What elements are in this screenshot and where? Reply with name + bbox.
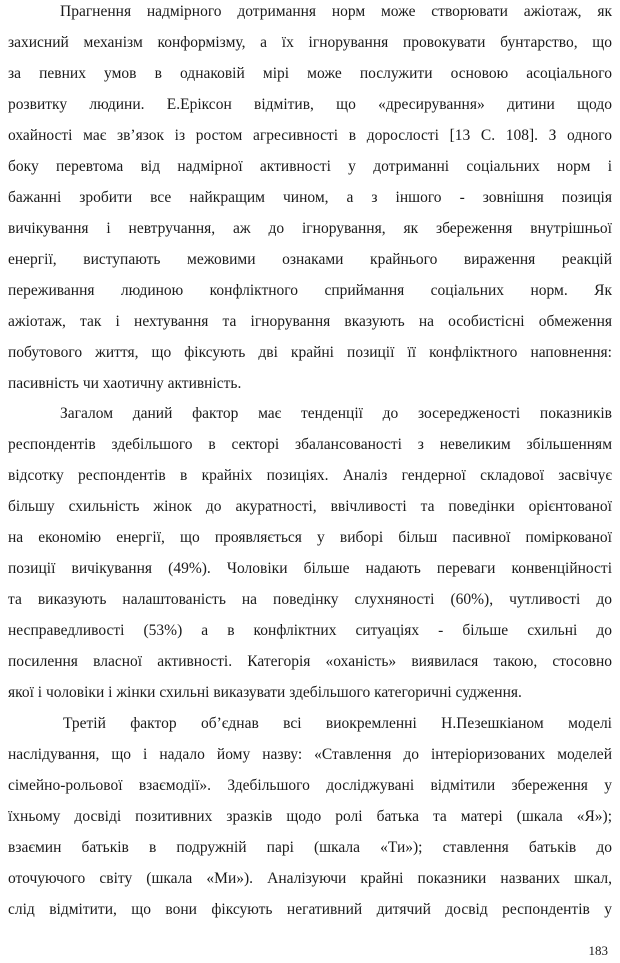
text-line: оточуючого світу (шкала «Ми»). Аналізуючи крайні показники названих шкал, <box>8 870 612 887</box>
text-line: наслідування, що і надало йому назву: «Ставлення до інтеріоризованих моделей <box>8 746 612 763</box>
text-line: позиції вичікування (49%). Чоловіки більше надають переваги конвенційності <box>8 560 612 577</box>
text-line: переживання людиною конфліктного сприймання соціальних норм. Як <box>8 282 612 299</box>
text-line: вичікування і невтручання, аж до ігнорування, як збереження внутрішньої <box>8 220 612 237</box>
text-line: ажіотаж, так і нехтування та ігнорування вказують на особистісні обмеження <box>8 313 612 330</box>
text-line: Третій фактор об’єднав всі виокремленні Н.Пезешкіаном моделі <box>63 715 612 732</box>
text-line: побутового життя, що фіксують дві крайні позиції її конфліктного наповнення: <box>8 344 612 361</box>
text-line: респондентів здебільшого в секторі збалансованості з невеликим збільшенням <box>8 436 612 453</box>
text-line: взаємин батьків в подружній парі (шкала «Ти»); ставлення батьків до <box>8 839 612 856</box>
paragraph-3 <box>8 708 612 925</box>
text-line: пасивність чи хаотичну активність. <box>8 375 242 392</box>
text-line: та виказують налаштованість на поведінку слухняності (60%), чутливості до <box>8 591 612 608</box>
paragraph-2 <box>8 398 612 708</box>
text-line: розвитку людини. Е.Еріксон відмітив, що «дресирування» дитини щодо <box>8 96 612 113</box>
text-line: якої і чоловіки і жінки схильні виказувати здебільшого категоричні судження. <box>8 684 522 701</box>
text-line: слід відмітити, що вони фіксують негативний дитячий досвід респондентів у <box>8 901 612 918</box>
text-line: більшу схильність жінок до акуратності, ввічливості та поведінки орієнтованої <box>8 498 612 515</box>
text-line: за певних умов в однаковій мірі може послужити основою асоціального <box>8 65 612 82</box>
text-line: енергії, виступають межовими ознаками крайнього вираження реакцій <box>8 251 612 268</box>
text-line: Прагнення надмірного дотримання норм може створювати ажіотаж, як <box>60 3 612 20</box>
page-number: 183 <box>588 943 608 958</box>
text-line: охайності має зв’язок із ростом агресивності в дорослості [13 С. 108]. З одного <box>8 127 612 144</box>
text-line: сімейно-рольової взаємодії». Здебільшого досліджувані відмітили збереження у <box>8 777 612 794</box>
text-line: бажанні зробити все найкращим чином, а з іншого - зовнішня позиція <box>8 189 612 206</box>
text-line: Загалом даний фактор має тенденції до зосередженості показників <box>60 405 612 422</box>
text-line: захисний механізм конформізму, а їх ігнорування провокувати бунтарство, що <box>8 34 612 51</box>
text-line: несправедливості (53%) а в конфліктних ситуаціях - більше схильні до <box>8 622 612 639</box>
text-line: боку перевтома від надмірної активності у дотриманні соціальних норм і <box>8 158 612 175</box>
text-line: посилення власної активності. Категорія «оханість» виявилася такою, стосовно <box>8 653 612 670</box>
text-line: відсотку респондентів в крайніх позиціях. Аналіз гендерної складової засвічує <box>8 467 612 484</box>
text-line: їхньому досвіді позитивних зразків щодо ролі батька та матері (шкала «Я»); <box>8 808 612 825</box>
paragraph-1 <box>8 0 612 399</box>
text-line: на економію енергії, що проявляється у виборі більш пасивної поміркованої <box>8 529 612 546</box>
